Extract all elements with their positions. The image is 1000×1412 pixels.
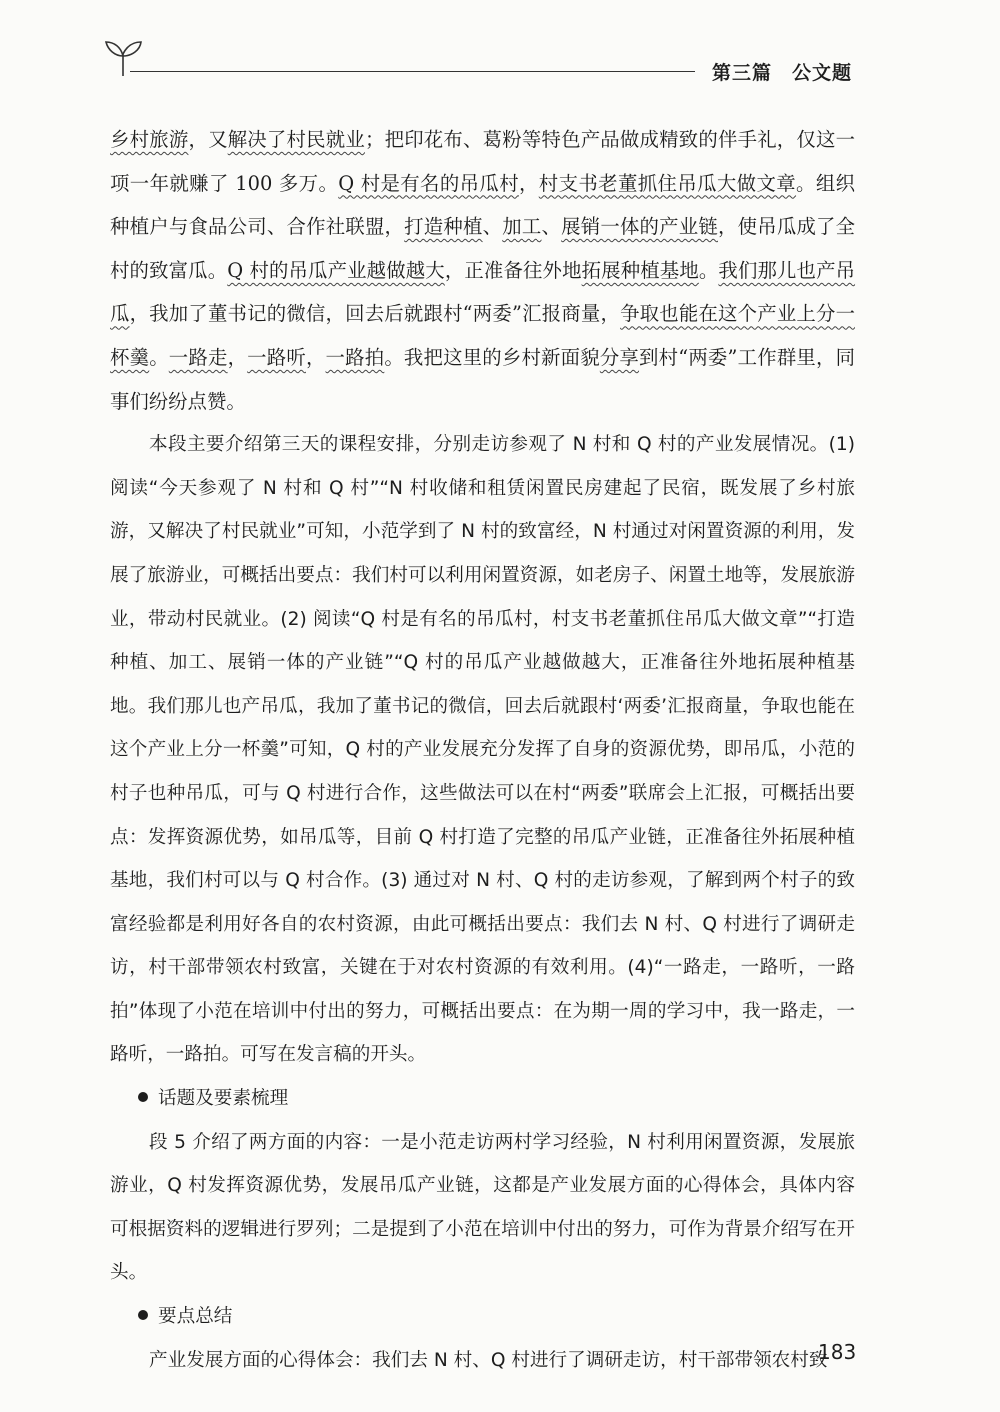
wavy-phrase: 一路走 [168, 345, 228, 369]
wavy-phrase: 一路拍 [325, 345, 385, 369]
heading-text: 要点总结 [158, 1306, 233, 1328]
sprout-icon [100, 36, 146, 82]
header-part: 第三篇 [711, 62, 772, 84]
wavy-phrase: Q 村的吊瓜产业越做越大 [227, 258, 445, 282]
header-rule [130, 71, 695, 72]
text-run: 。组织种植户与食品公司、合作社联盟， [110, 171, 856, 239]
topic-paragraph: 段 5 介绍了两方面的内容：一是小范走访两村学习经验，N 村利用闲置资源，发展旅游业，Q 村发挥资源优势，发展吊瓜产业链，这都是产业发展方面的心得体会，具体内容可根据资料的逻辑进行罗列；二是提到了小范在培训中付出的努力，可作为背景介绍写在开头。 [110, 1131, 855, 1284]
header-title [692, 58, 852, 85]
text-run: ， [305, 345, 326, 369]
text-run: 到村“两委”工作群里，同事们纷纷点赞。 [110, 345, 855, 413]
header-section: 公文题 [791, 62, 852, 84]
wavy-phrase: 加工 [502, 215, 542, 239]
text-run: 、 [541, 215, 562, 239]
bullet-dot-icon [138, 1092, 148, 1102]
page-number: 183 [818, 1340, 857, 1364]
material-paragraph [110, 118, 855, 423]
text-run: 。 [698, 258, 719, 282]
wavy-phrase: 分享 [599, 345, 640, 369]
text-run: 、 [482, 215, 503, 239]
text-run: 。 [149, 345, 169, 369]
bullet-dot-icon [138, 1310, 148, 1320]
text-run: ，又 [188, 128, 228, 151]
wavy-phrase: 乡村旅游 [110, 128, 189, 151]
page-body [110, 118, 855, 1382]
text-run: ， [519, 171, 539, 195]
text-run: ，正准备往外地 [444, 258, 582, 282]
text-run: ， [227, 345, 248, 369]
wavy-phrase: 解决了村民就业 [227, 128, 365, 151]
wavy-phrase: 打造种植 [404, 215, 483, 239]
wavy-phrase: Q 村是有名的吊瓜村 [338, 171, 519, 195]
wavy-phrase: 村支书老董抓住吊瓜大做文章 [538, 171, 797, 195]
wavy-phrase: 展销一体的产业链 [561, 215, 718, 239]
section-heading-topic [110, 1077, 855, 1121]
section-heading-summary [110, 1295, 855, 1339]
heading-text: 话题及要素梳理 [158, 1088, 289, 1110]
summary-paragraph: 产业发展方面的心得体会：我们去 N 村、Q 村进行了调研走访，村干部带领农村致 [149, 1349, 828, 1371]
analysis-paragraph: 本段主要介绍第三天的课程安排，分别走访参观了 N 村和 Q 村的产业发展情况。(1) 阅读“今天参观了 N 村和 Q 村”“N 村收储和租赁闲置民房建起了民宿，既发展了乡村旅游，又解决了村民就业”可知，小范学到了 N 村的致富经，N 村通过对闲置资源的利用，发展了旅游业，可概括出要点：我们村可以利用闲置资源，如老房子、闲置土地等，发展旅游业，带动村民就业。(2) 阅读“Q 村是有名的吊瓜村，村支书老董抓住吊瓜大做文章”“打造种植、加工、展销一体的产业链”“Q 村的吊瓜产业越做越大，正准备往外地拓展种植基地。我们那儿也产吊瓜，我加了董书记的微信，回去后就跟村‘两委’汇报商量，争取也能在这个产业上分一杯羹”可知，Q 村的产业发展充分发挥了自身的资源优势，即吊瓜，小范的村子也种吊瓜，可与 Q 村进行合作，这些做法可以在村“两委”联席会上汇报，可概括出要点：发挥资源优势，如吊瓜等，目前 Q 村打造了完整的吊瓜产业链，正准备往外拓展种植基地，我们村可以与 Q 村合作。(3) 通过对 N 村、Q 村的走访参观，了解到两个村子的致富经验都是利用好各自的农村资源，由此可概括出要点：我们去 N 村、Q 村进行了调研走访，村干部带领农村致富，关键在于对农村资源的有效利用。(4)“一路走，一路听，一路拍”体现了小范在培训中付出的努力，可概括出要点：在为期一周的学习中，我一路走，一路听，一路拍。可写在发言稿的开头。 [110, 434, 855, 1066]
wavy-phrase: 一路听 [247, 345, 306, 369]
text-run: ；把印花布、葛粉等特色产品做成精致的伴手礼，仅这一项一年就赚了 100 多万。 [110, 128, 856, 195]
text-run: 。我把这里的乡村新面貌 [384, 345, 600, 369]
wavy-phrase: 争取也能在这个产业上分一杯羹 [110, 302, 855, 369]
wavy-phrase: 我们那儿也产吊瓜 [110, 258, 856, 326]
text-run: ，使吊瓜成了全村的致富瓜。 [110, 215, 856, 282]
wavy-phrase: 拓展种植基地 [581, 258, 699, 282]
page-header [100, 26, 860, 86]
text-run: ，我加了董书记的微信，回去后就跟村“两委”汇报商量， [129, 302, 621, 326]
